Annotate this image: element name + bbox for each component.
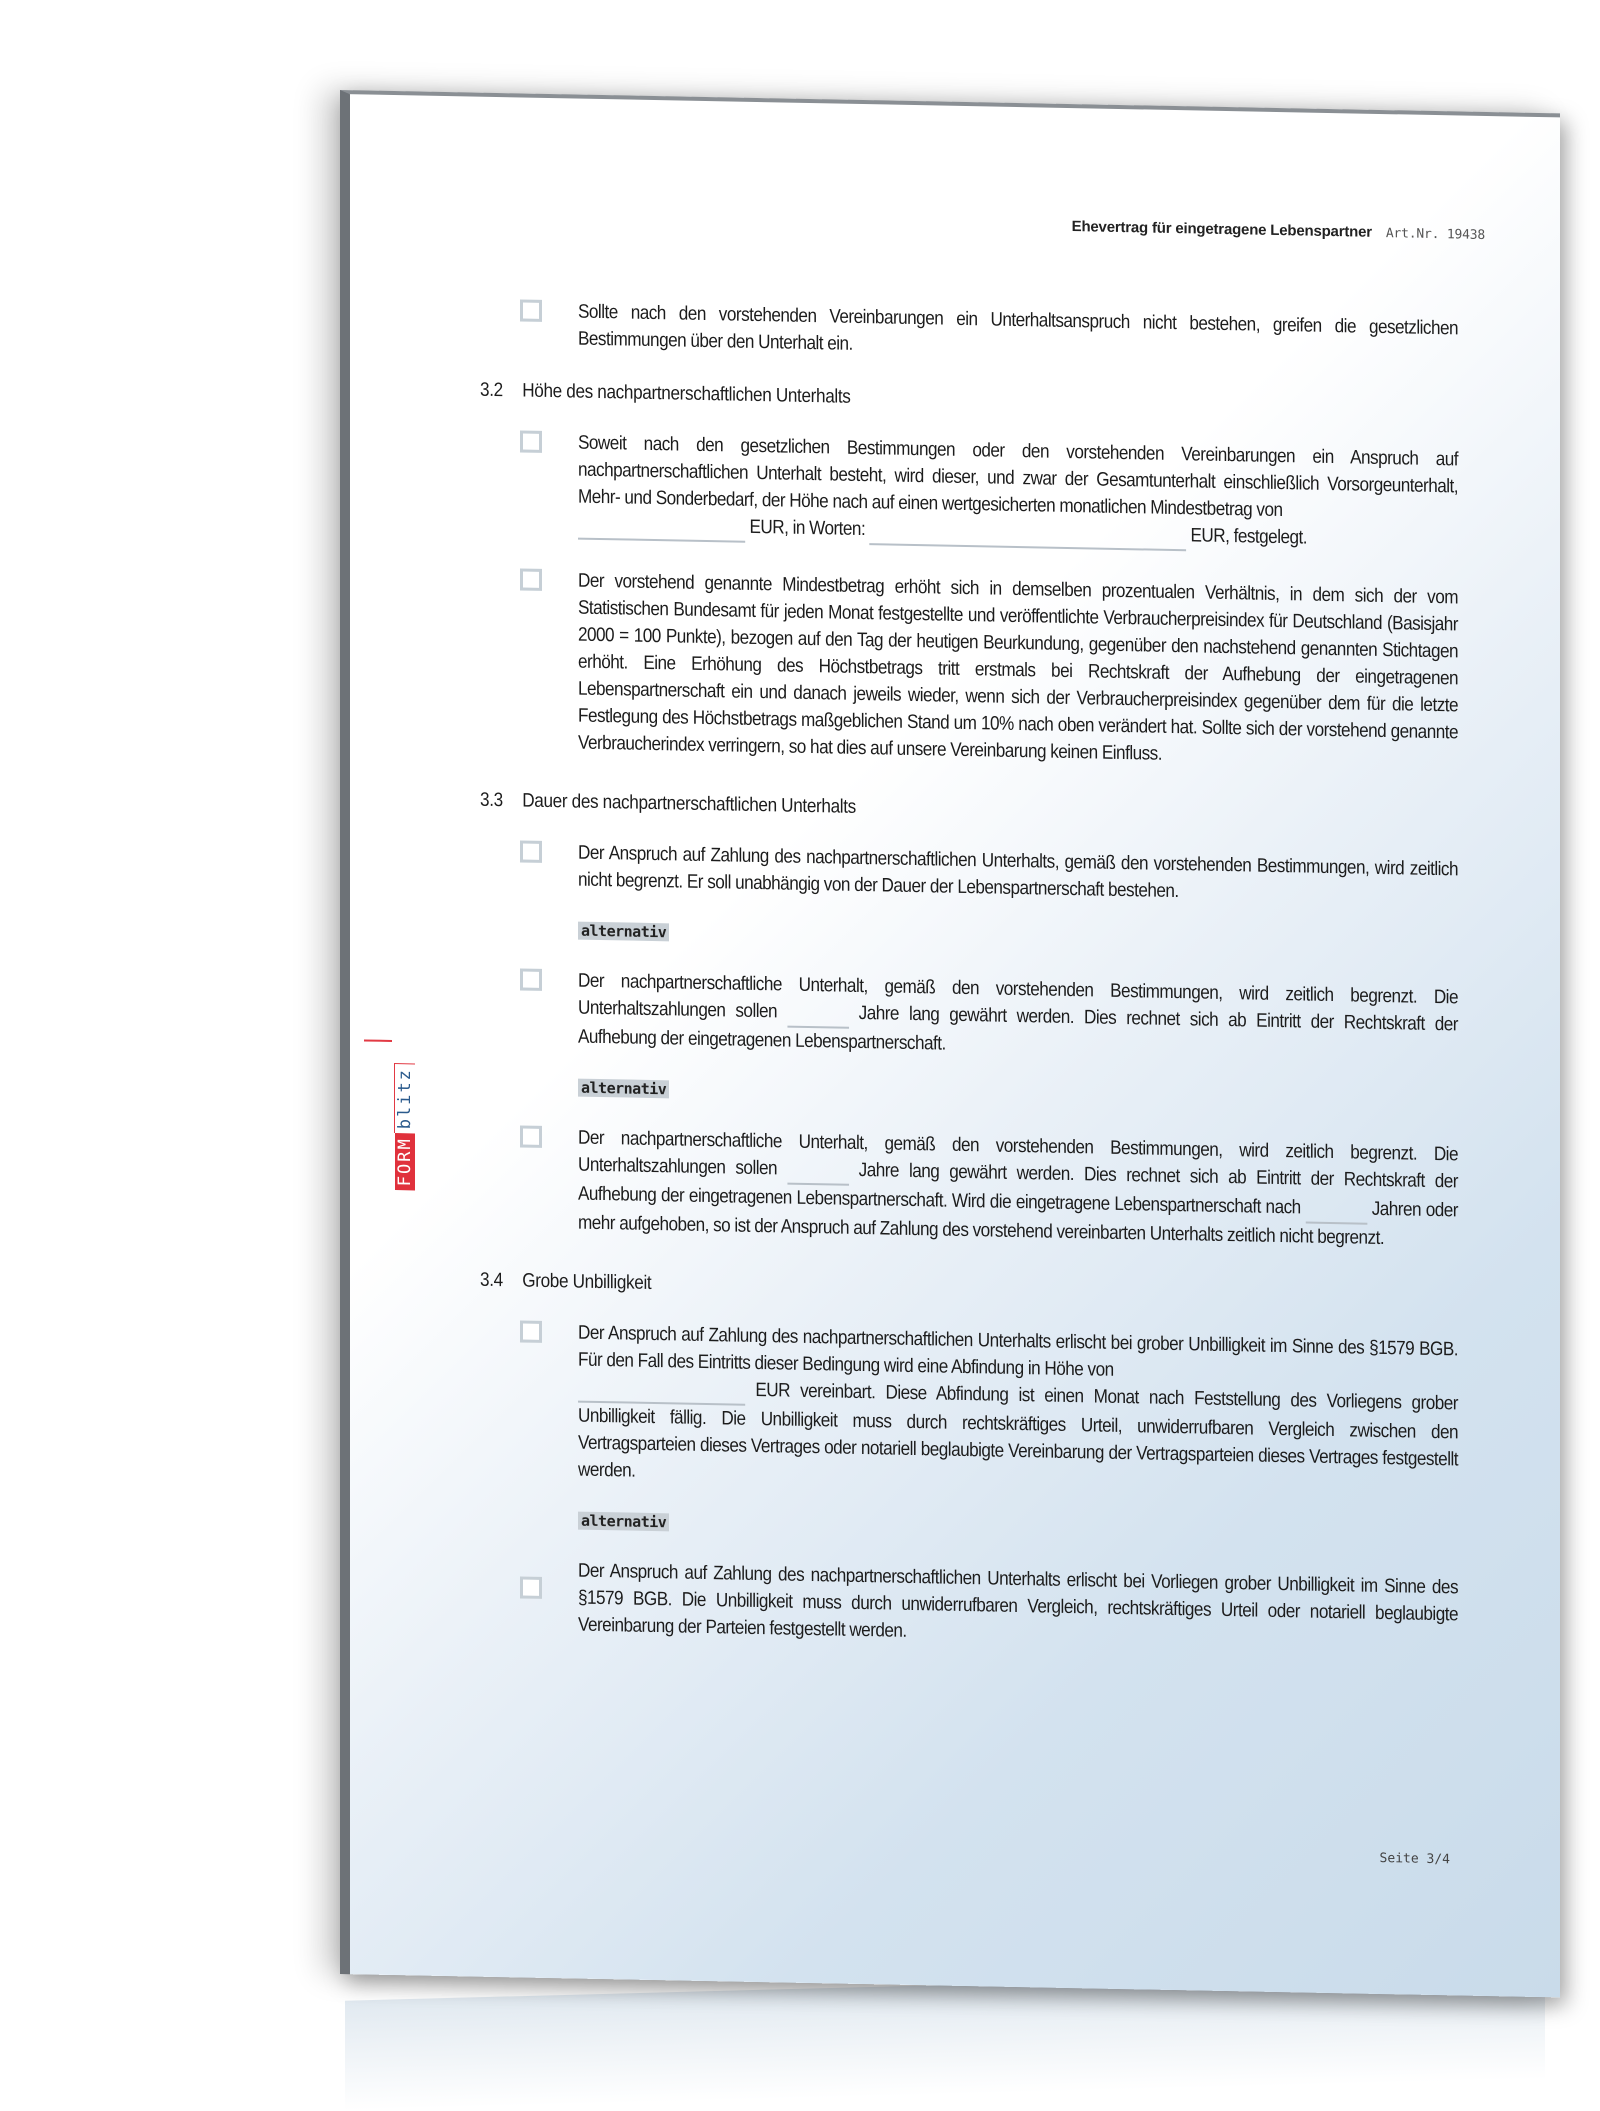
section-number: 3.3 bbox=[480, 788, 503, 812]
years-input-line[interactable] bbox=[787, 999, 849, 1029]
clause-3-2-index bbox=[480, 566, 1458, 773]
years-input-line[interactable] bbox=[787, 1156, 849, 1186]
clause-3-2-amount bbox=[480, 428, 1458, 556]
alternativ-label: alternativ bbox=[578, 1079, 669, 1099]
clause-3-3-limited-conditional bbox=[480, 1123, 1458, 1253]
alternativ-label: alternativ bbox=[578, 922, 669, 942]
settlement-amount-input-line[interactable] bbox=[578, 1374, 745, 1406]
section-heading-3-2 bbox=[480, 379, 1307, 418]
logo-blitz-text: blitz bbox=[394, 1063, 415, 1134]
clause-text: Der Anspruch auf Zahlung des nachpartnerschaftlichen Unterhalts, gemäß den vorstehenden Bestimmungen, wird zeitlich nicht begrenzt. Er soll unabhängig von der Dauer der Lebenspartnerschaft bestehen. bbox=[578, 841, 1458, 903]
clause-text: Soweit nach den gesetzlichen Bestimmungen oder den vorstehenden Vereinbarungen ein Anspruch auf nachpartnerschaftlichen Unterhalt besteht, wird dieser, und zwar der Gesamtunterhalt einschließlich Vorsorgeunterhalt, Mehr- und Sonderbedarf, der Höhe nach auf einen wertgesicherten monatlichen Mindestbetrag von EUR, in Worten: EUR, festgelegt. bbox=[578, 430, 1458, 557]
section-title: Grobe Unbilligkeit bbox=[522, 1269, 652, 1294]
clause-text: Der nachpartnerschaftliche Unterhalt, gemäß den vorstehenden Bestimmungen, wird zeitlich begrenzt. Die Unterhaltszahlungen sollen Jahre lang gewährt werden. Dies rechnet sich ab Eintritt der Rechtskraft der Aufhebung der eingetragenen Lebenspartnerschaft. Wird die eingetragene Lebenspartnerschaft nach Jahren oder mehr aufgehoben, so ist der Anspruch auf Zahlung des vorstehend vereinbarten Unterhalts zeitlich nicht begrenzt. bbox=[578, 1126, 1458, 1250]
document-page bbox=[340, 90, 1560, 1997]
checkbox[interactable] bbox=[520, 299, 542, 321]
years-threshold-input-line[interactable] bbox=[1305, 1195, 1367, 1225]
clause-text: Der nachpartnerschaftliche Unterhalt, gemäß den vorstehenden Bestimmungen, wird zeitlich begrenzt. Die Unterhaltszahlungen sollen Jahre lang gewährt werden. Dies rechnet sich ab Eintritt der Rechtskraft der Aufhebung der eingetragenen Lebenspartnerschaft. bbox=[578, 969, 1458, 1055]
checkbox[interactable] bbox=[520, 1125, 542, 1147]
section-heading-3-3 bbox=[480, 789, 1307, 828]
clause-text: Sollte nach den vorstehenden Vereinbarungen ein Unterhaltsanspruch nicht bestehen, greifen die gesetzlichen Bestimmungen über den Unterhalt ein. bbox=[578, 300, 1458, 355]
alternativ-label: alternativ bbox=[578, 1512, 669, 1532]
clause-intro bbox=[480, 297, 1458, 369]
section-title: Höhe des nachpartnerschaftlichen Unterhalts bbox=[522, 379, 851, 408]
clause-3-4-expiry bbox=[480, 1556, 1458, 1655]
checkbox[interactable] bbox=[520, 840, 542, 862]
amount-in-words-input-line[interactable] bbox=[869, 516, 1186, 551]
checkbox[interactable] bbox=[520, 568, 542, 590]
clause-text: Der vorstehend genannte Mindestbetrag erhöht sich in demselben prozentualen Verhältnis, in dem sich der vom Statistischen Bundesamt für jeden Monat festgestellte und veröffentlichte Verbraucherpreisindex für Deutschland (Basisjahr 2000 = 100 Punkte), bezogen auf den Tag der heutigen Beurkundung, gegenüber den nachstehend genannten Stichtagen erhöht. Eine Erhöhung des Höchstbetrags tritt erstmals bei Rechtskraft der Aufhebung der eingetragenen Lebenspartnerschaft ein und danach jeweils wieder, wenn sich der Verbraucherpreisindex gegenüber dem für die letzte Festlegung des Höchstbetrags maßgeblichen Stand um 10% nach oben verändert hat. Sollte sich der vorstehend genannte Verbraucherindex verringern, so hat dies auf unsere Vereinbarung keinen Einfluss. bbox=[578, 569, 1458, 765]
checkbox[interactable] bbox=[520, 1576, 542, 1598]
logo-accent-line bbox=[364, 1039, 392, 1042]
logo-form-text: FORM bbox=[395, 1133, 415, 1190]
section-number: 3.2 bbox=[480, 378, 503, 402]
document-body bbox=[480, 297, 1458, 1683]
clause-3-3-limited bbox=[480, 966, 1458, 1067]
section-title: Dauer des nachpartnerschaftlichen Unterhalts bbox=[522, 789, 856, 818]
page-number: Seite 3/4 bbox=[1379, 1850, 1450, 1868]
document-title: Ehevertrag für eingetragene Lebenspartner bbox=[1071, 218, 1372, 241]
checkbox[interactable] bbox=[520, 430, 542, 452]
article-number: Art.Nr. 19438 bbox=[1385, 226, 1485, 243]
clause-text: Der Anspruch auf Zahlung des nachpartnerschaftlichen Unterhalts erlischt bei Vorliegen grober Unbilligkeit im Sinne des §1579 BGB. Die Unbilligkeit muss durch unwiderrufbaren Vergleich, rechtskräftiges Urteil oder notariell beglaubigte Vereinbarung der Parteien festgestellt werden. bbox=[578, 1559, 1458, 1642]
amount-input-line[interactable] bbox=[578, 511, 745, 543]
clause-3-4-settlement bbox=[480, 1318, 1458, 1500]
formblitz-logo bbox=[392, 1040, 422, 1191]
section-heading-3-4 bbox=[480, 1269, 1307, 1308]
checkbox[interactable] bbox=[520, 1320, 542, 1342]
page-wrapper bbox=[340, 90, 1555, 2013]
checkbox[interactable] bbox=[520, 968, 542, 990]
clause-text: Der Anspruch auf Zahlung des nachpartnerschaftlichen Unterhalts erlischt bei grober Unbilligkeit im Sinne des §1579 BGB. Für den Fall des Eintritts dieser Bedingung wird eine Abfindung in Höhe von EUR vereinbart. Diese Abfindung ist einen Monat nach Feststellung des Vorliegens grober Unbilligkeit fällig. Die Unbilligkeit muss durch rechtskräftiges Urteil, unwiderrufbaren Vergleich zwischen den Vertragsparteien dieses Vertrages oder notariell beglaubigte Vereinbarung der Vertragsparteien dieses Vertrages festgestellt werden. bbox=[578, 1321, 1458, 1482]
page-header bbox=[1072, 218, 1485, 243]
section-number: 3.4 bbox=[480, 1268, 503, 1292]
clause-3-3-unlimited bbox=[480, 838, 1458, 910]
